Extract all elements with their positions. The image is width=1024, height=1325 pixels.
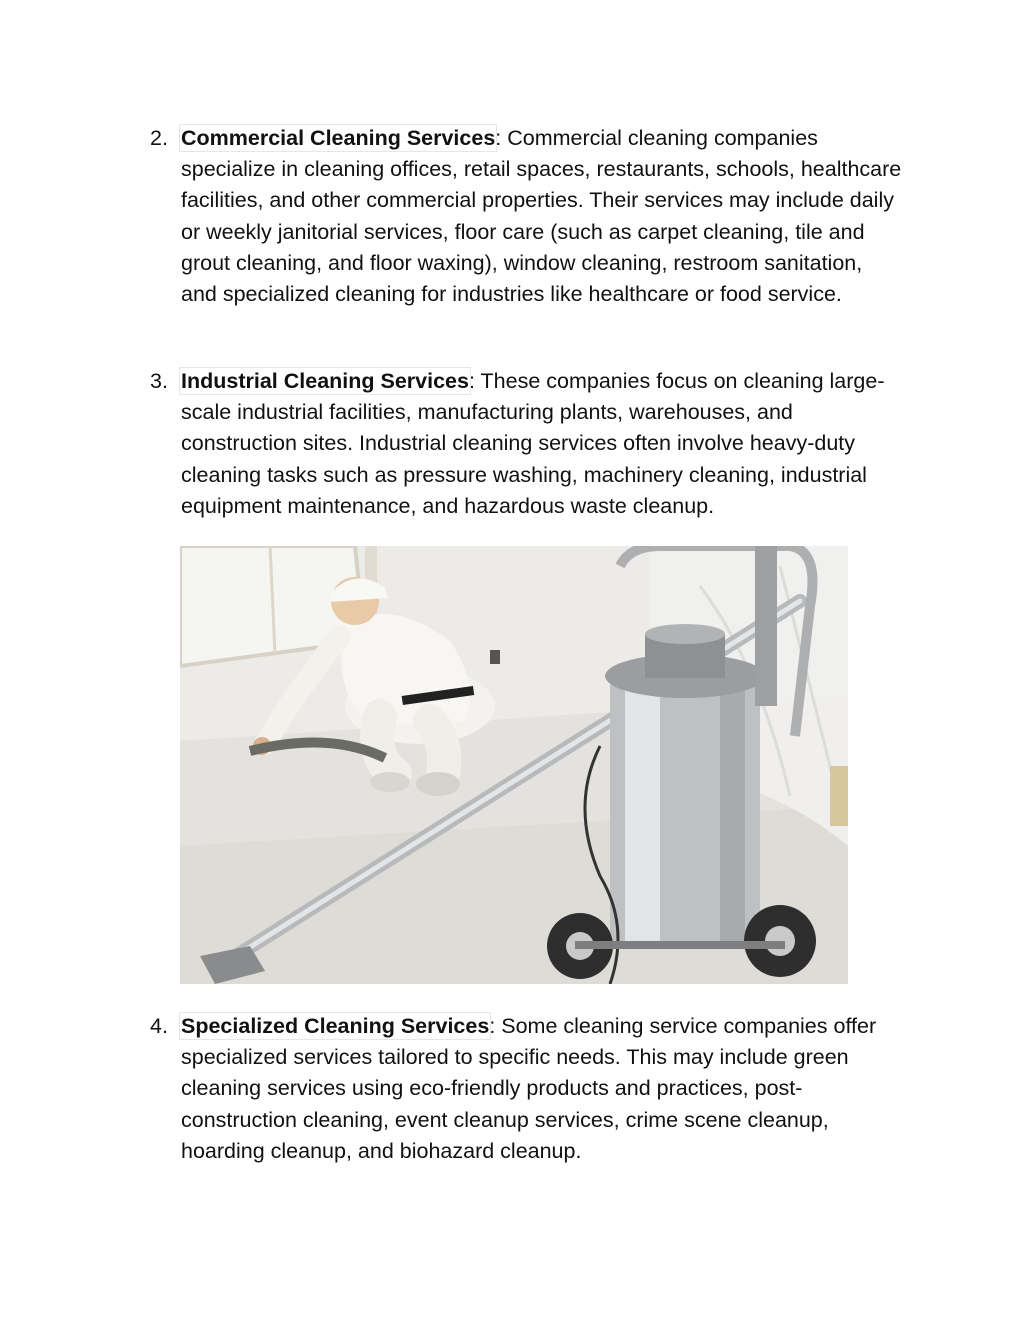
list-item-text [181,123,903,310]
term-heading: Industrial Cleaning Services [181,369,469,393]
list-item-commercial [150,123,910,310]
term-description: : Commercial cleaning companies specialize in cleaning offices, retail spaces, restaurants, schools, healthcare facilities, and other commercial properties. Their services may include daily or weekly janitorial services, floor care (such as carpet cleaning, tile and grout cleaning, and floor waxing), window cleaning, restroom sanitation, and specialized cleaning for industries like healthcare or food service. [181,126,902,307]
list-item-industrial [150,366,910,522]
list-item-specialized [150,1011,910,1167]
list-item-text [181,366,903,522]
term-heading: Specialized Cleaning Services [181,1014,490,1038]
list-item-text [181,1011,903,1167]
list-number: 2. [150,126,168,150]
term-description: : These companies focus on cleaning large-scale industrial facilities, manufacturing plants, warehouses, and construction sites. Industrial cleaning services often involve heavy-duty cleaning tasks such as pressure washing, machinery cleaning, industrial equipment maintenance, and hazardous waste cleanup. [181,369,885,518]
term-description: : Some cleaning service companies offer specialized services tailored to specific needs. This may include green cleaning services using eco-friendly products and practices, post-construction cleaning, event cleanup services, crime scene cleanup, hoarding cleanup, and biohazard cleanup. [181,1014,877,1163]
list-number: 3. [150,369,168,393]
term-heading: Commercial Cleaning Services [181,126,496,150]
industrial-cleaning-photo [180,546,848,984]
list-number: 4. [150,1014,168,1038]
